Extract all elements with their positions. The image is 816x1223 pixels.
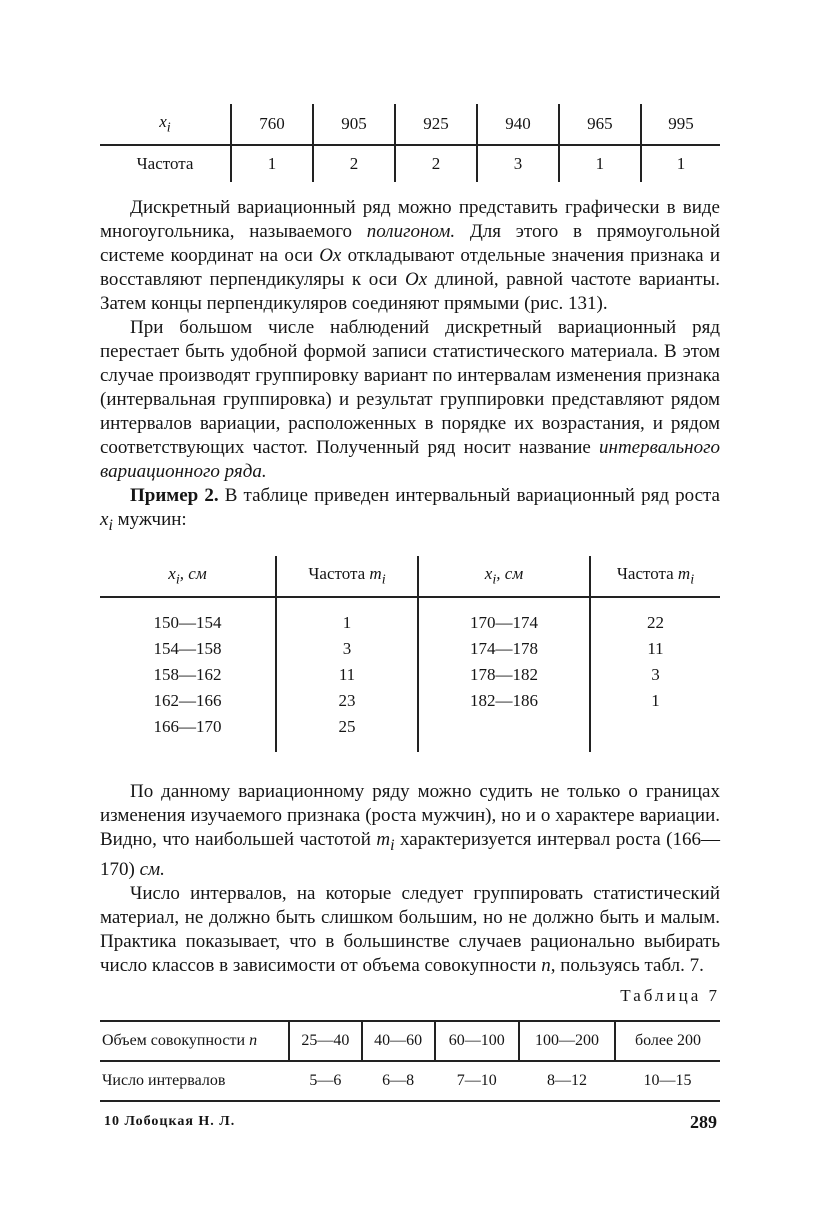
header-frequency-2: Частота $m_i$ [590,556,720,597]
table-cell: 760 [231,104,313,145]
table-caption: Таблица 7 [620,986,720,1005]
table-row [100,714,720,740]
table-cell: 1 [590,688,720,714]
table-cell: 40—60 [362,1021,435,1061]
discrete-series-table [100,104,720,182]
table-cell: 23 [276,688,418,714]
table-cell: 11 [276,662,418,688]
table-cell: 2 [313,145,395,182]
table-cell: 11 [590,636,720,662]
table-cell: 1 [231,145,313,182]
table-cell: 3 [477,145,559,182]
table-cell: 1 [641,145,720,182]
table-cell: 170—174 [418,610,590,636]
text-block-top [100,196,720,538]
table-header-row [100,556,720,597]
table-row [100,662,720,688]
table-cell: 182—186 [418,688,590,714]
row-label-frequency: Частота [136,154,194,173]
table-cell: 1 [276,610,418,636]
header-height-2: $x_i$, см [418,556,590,597]
table-row [100,1061,720,1100]
table-cell: 3 [590,662,720,688]
table-cell: 60—100 [435,1021,519,1061]
footer-divider [100,1100,720,1102]
footer-signature: 10 Лобоцкая Н. Л. [104,1114,236,1129]
header-height: $x_i$, см [100,556,276,597]
table-row [100,636,720,662]
page-number: 289 [690,1112,717,1132]
interval-series-table [100,556,720,752]
table-row [100,688,720,714]
table-cell: 965 [559,104,641,145]
paragraph-interval-count: Число интервалов, на которые следует группировать статистический материал, не должно быть слишком большим, но не должно быть и малым. Практика показывает, что в большинстве случаев рационально выбирать число классов в зависимости от объема совокупности n, пользуясь табл. 7. [100,882,720,976]
table-cell: 22 [590,610,720,636]
table-cell: 995 [641,104,720,145]
paragraph-variation: По данному вариационному ряду можно судить не только о границах изменения изучаемого признака (роста мужчин), но и о характере вариации. Видно, что наибольшей частотой $m_i$ характеризуется интервал роста (166—170) см. [100,781,721,880]
table-cell: 940 [477,104,559,145]
interval-count-table [100,1020,720,1100]
table-cell [590,714,720,740]
table-cell: 100—200 [519,1021,615,1061]
table-cell: 3 [276,636,418,662]
table-cell: 162—166 [153,691,222,710]
table-cell: 25 [276,714,418,740]
table-cell: 925 [395,104,477,145]
table-cell: 10—15 [643,1072,692,1089]
table-cell: 158—162 [153,665,222,684]
table-cell [418,714,590,740]
table-row [100,610,720,636]
paragraph-polygon: Дискретный вариационный ряд можно представить графически в виде многоугольника, называемого полигоном. Для этого в прямоугольной системе координат на оси Ox откладывают отдельные значения признака и восставляют перпендикуляры к оси Ox длиной, равной частоте варианты. Затем концы перпендикуляров соединяют прямыми (рис. 131). [100,197,720,314]
table-cell: 166—170 [153,717,222,736]
row-label-intervals: Число интервалов [102,1072,226,1089]
table-cell: 6—8 [382,1072,415,1089]
table-cell: 154—158 [153,639,222,658]
table-row [100,145,720,182]
table-cell: 5—6 [309,1072,342,1089]
row-label-population: Объем совокупности n [100,1021,289,1061]
table-cell: 174—178 [418,636,590,662]
paragraph-interval-grouping: При большом числе наблюдений дискретный вариационный ряд перестает быть удобной формой записи статистического материала. В этом случае производят группировку вариант по интервалам изменения признака (интервальная группировка) и результат группировки представляют рядом интервалов вариации, расположенных в порядке их возрастания, и рядом соответствующих частот. Полученный ряд носит название интервального вариационного ряда. [100,317,720,482]
table-cell: 2 [395,145,477,182]
paragraph-example-2: Пример 2. В таблице приведен интервальный вариационный ряд роста $x_i$ мужчин: [100,485,720,534]
table-row [100,1021,720,1061]
table-cell: 1 [559,145,641,182]
row-label-x: $x_i$ [100,104,231,145]
table-cell: 25—40 [289,1021,362,1061]
table-cell: 178—182 [418,662,590,688]
table-cell: 905 [313,104,395,145]
table-cell: 150—154 [153,613,222,632]
table-row [100,104,720,145]
header-frequency: Частота $m_i$ [276,556,418,597]
table-cell: 7—10 [456,1072,497,1089]
table-cell: 8—12 [546,1072,587,1089]
table-cell: более 200 [615,1021,720,1061]
text-block-bottom [100,780,720,978]
